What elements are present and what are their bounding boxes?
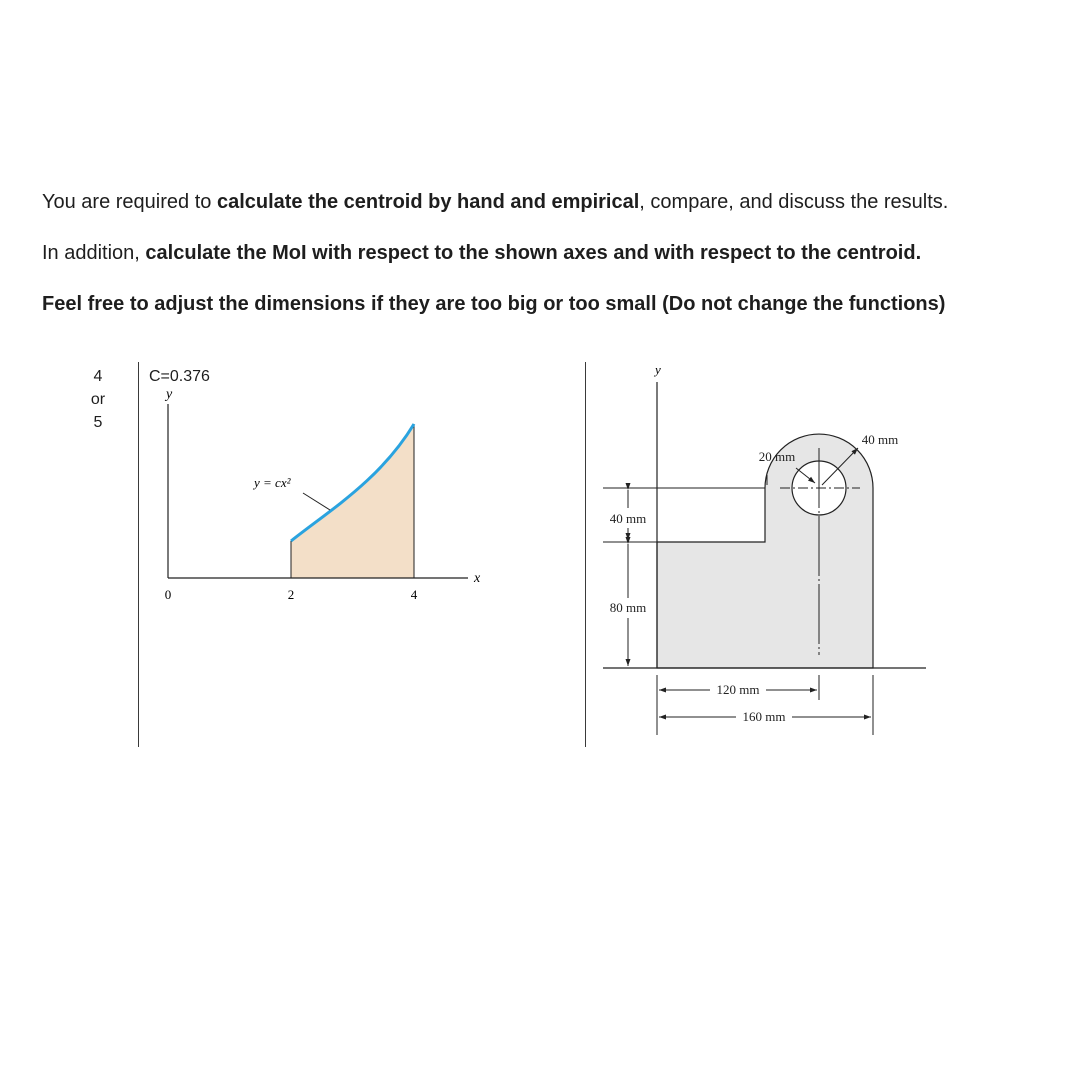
row-number-4: 4 bbox=[93, 368, 103, 385]
dim-base-height: 80 mm bbox=[609, 600, 647, 615]
row-number-or: or bbox=[90, 391, 106, 408]
tick-0: 0 bbox=[164, 587, 172, 602]
dim-hole-diameter: 20 mm bbox=[758, 449, 796, 464]
y-axis-label-2: y bbox=[655, 362, 661, 377]
dim-step-height: 40 mm bbox=[609, 511, 647, 526]
instruction-1-text: You are required to bbox=[42, 191, 217, 213]
tick-2: 2 bbox=[287, 587, 295, 602]
dim-hole-center: 120 mm bbox=[716, 682, 760, 697]
instruction-2-text: In addition, bbox=[42, 242, 146, 264]
figure-2 bbox=[603, 362, 926, 735]
dim-total-width: 160 mm bbox=[742, 709, 786, 724]
composite-shape bbox=[657, 434, 873, 668]
dim-radius: 40 mm bbox=[861, 432, 899, 447]
x-axis-label: x bbox=[474, 571, 481, 586]
constant-value: C=0.376 bbox=[149, 368, 210, 385]
instruction-1-tail: , compare, and discuss the results. bbox=[639, 191, 949, 213]
curve-equation: y = cx² bbox=[254, 475, 291, 490]
y-axis-label: y bbox=[166, 387, 173, 402]
instruction-2-emphasis: calculate the MoI with respect to the shown axes and with respect to the centroid. bbox=[145, 242, 922, 264]
row-number-5: 5 bbox=[93, 414, 103, 431]
tick-4: 4 bbox=[410, 587, 418, 602]
equation-leader bbox=[303, 493, 330, 510]
instruction-1-emphasis: calculate the centroid by hand and empirical bbox=[216, 191, 640, 213]
instruction-line-3: Feel free to adjust the dimensions if they are too big or too small (Do not change the functions) bbox=[42, 293, 946, 315]
figure-1 bbox=[164, 387, 481, 602]
shaded-area bbox=[291, 424, 414, 578]
